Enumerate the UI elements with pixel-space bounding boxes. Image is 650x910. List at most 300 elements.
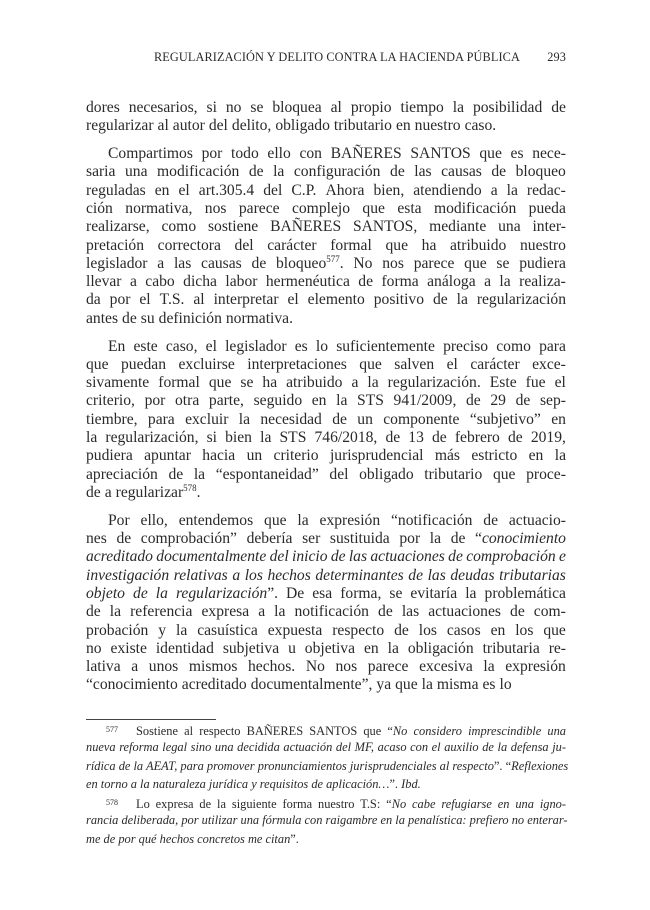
word: [86, 603, 101, 621]
word: [359, 356, 382, 374]
word: [299, 145, 322, 163]
word: [475, 530, 566, 548]
text-segment: necesarios,: [128, 99, 198, 116]
word: [315, 567, 403, 585]
text-line: [86, 447, 566, 465]
word: [141, 310, 155, 328]
text-line: [86, 622, 566, 640]
text-segment: de: [432, 291, 448, 309]
footnote-line: [86, 740, 566, 758]
text-segment: Lo expresa de la siguiente forma nuestro T.S: “: [136, 797, 392, 812]
word: [479, 145, 502, 163]
text-segment: regularización: [476, 291, 566, 309]
text-segment: “subjetivo”: [469, 410, 541, 428]
word: [258, 603, 265, 621]
word: [86, 447, 133, 465]
word: [484, 273, 491, 291]
text-segment: “espontaneidad”: [215, 465, 319, 483]
text-segment: legislador: [86, 254, 148, 272]
text-segment: ha: [421, 236, 437, 254]
text-segment: hermenéutica: [265, 273, 350, 291]
text-segment: ción: [86, 199, 113, 217]
text-segment: realiza-: [519, 273, 566, 291]
text-segment: la: [193, 465, 206, 483]
word: [216, 466, 319, 484]
text-segment: necesidad: [260, 410, 322, 428]
text-segment: se: [389, 584, 403, 602]
text-segment: labor: [225, 273, 258, 291]
word: [264, 512, 287, 530]
text-segment: obligado: [359, 465, 414, 483]
text-segment: lo: [499, 676, 512, 694]
word: [531, 429, 566, 447]
word: [419, 622, 437, 640]
text-segment: ”.: [267, 584, 279, 602]
text-segment: carácter: [267, 236, 317, 254]
text-segment: proce-: [526, 465, 566, 483]
word: [516, 392, 531, 410]
text-segment: notificación: [294, 603, 369, 621]
text-segment: parece: [413, 254, 455, 272]
word: [331, 99, 342, 117]
word: [202, 145, 223, 163]
text-line: [86, 200, 566, 218]
word: [394, 392, 457, 410]
text-segment: acreditado: [86, 548, 153, 566]
text-segment: la: [176, 621, 188, 639]
word: [110, 291, 131, 309]
word: [491, 163, 506, 181]
word: [430, 530, 441, 548]
word: [247, 356, 347, 374]
word: [370, 548, 444, 566]
text-segment: los: [244, 566, 263, 584]
word: [376, 676, 391, 694]
text-segment: parte,: [208, 392, 244, 410]
text-segment: del: [263, 181, 283, 199]
word: [288, 640, 296, 658]
word: [116, 530, 131, 548]
text-segment: caso,: [165, 337, 198, 355]
word: [157, 163, 239, 181]
text-segment: atendiendo: [413, 181, 482, 199]
word: [240, 374, 253, 392]
text-segment: 13: [408, 429, 424, 447]
word: [86, 676, 178, 694]
text-segment: dicha: [183, 273, 217, 291]
word: [357, 392, 384, 410]
text-segment: relativas: [173, 566, 228, 584]
word: [316, 338, 328, 356]
text-segment: “: [475, 530, 482, 548]
word: [464, 255, 487, 273]
text-segment: probación: [86, 621, 149, 639]
text-segment: se: [496, 254, 510, 272]
word: [179, 512, 253, 530]
word: [532, 356, 566, 374]
text-segment: por: [201, 145, 223, 163]
text-segment: de: [390, 163, 405, 181]
word: [225, 338, 287, 356]
word: [334, 117, 392, 135]
word: [86, 374, 149, 392]
text-segment: la: [421, 676, 433, 694]
text-segment: en: [311, 392, 327, 410]
word: [247, 447, 263, 465]
text-segment: febrero: [454, 429, 500, 447]
word: [331, 145, 402, 163]
text-segment: de: [251, 254, 267, 272]
word: [402, 603, 419, 621]
word: [330, 530, 390, 548]
text-segment: com-: [533, 603, 566, 621]
text-segment: realizarse,: [86, 218, 150, 236]
text-segment: expresión: [319, 511, 381, 529]
text-segment: .: [339, 254, 344, 272]
text-segment: la: [387, 639, 399, 657]
body-text: [86, 99, 566, 704]
text-segment: una: [124, 163, 148, 181]
text-segment: de: [133, 584, 148, 602]
text-segment: 941/2009,: [393, 392, 457, 410]
word: [397, 200, 421, 218]
text-line: [86, 530, 566, 548]
text-segment: del: [269, 548, 289, 566]
text-segment: un: [357, 410, 373, 428]
footnote-line: [86, 813, 566, 831]
text-line: [86, 310, 566, 328]
text-segment: documentalmente: [156, 548, 267, 566]
text-segment: documentalmente”,: [250, 676, 373, 694]
word: [381, 273, 418, 291]
text-segment: posibilidad: [472, 99, 543, 116]
text-segment: de: [358, 273, 374, 291]
text-segment: C.P.: [291, 181, 317, 199]
text-segment: “notificación: [391, 511, 473, 529]
text-segment: tiembre,: [86, 410, 138, 428]
text-line: [86, 182, 566, 200]
text-segment: regularizar: [115, 483, 184, 501]
text-segment: lativa: [86, 658, 121, 676]
text-segment: de: [510, 603, 525, 621]
text-line: [86, 392, 566, 410]
word: [86, 255, 148, 273]
word: [390, 163, 405, 181]
footnote-line: [86, 832, 566, 850]
word: [226, 99, 242, 117]
text-segment: rídica de la AEAT, para promover pronunciamientos jurisprudenciales al respecto: [86, 758, 494, 773]
paragraph: [86, 338, 566, 503]
word: [415, 117, 461, 135]
word: [396, 117, 411, 135]
text-segment: pretación: [86, 236, 145, 254]
text-segment: criterio,: [86, 392, 135, 410]
text-segment: nos: [204, 199, 227, 217]
text-segment: la: [483, 658, 495, 676]
footnotes: [86, 722, 569, 850]
word: [291, 182, 316, 200]
text-segment: que: [492, 465, 516, 483]
word: [555, 374, 566, 392]
word: [534, 603, 566, 621]
word: [158, 374, 200, 392]
word: [266, 273, 350, 291]
word: [432, 429, 447, 447]
word: [286, 585, 304, 603]
word: [86, 585, 125, 603]
word: [174, 255, 191, 273]
paragraph: [86, 512, 566, 695]
word: [329, 466, 348, 484]
word: [477, 291, 566, 309]
word: [86, 200, 113, 218]
text-segment: ya: [376, 676, 392, 694]
footnote-line: [86, 777, 566, 795]
text-segment: configuración: [293, 163, 381, 181]
text-segment: suficientemente: [336, 337, 435, 355]
text-segment: la: [273, 163, 285, 181]
text-segment: hechos: [267, 566, 311, 584]
text-segment: la: [155, 584, 168, 602]
text-segment: sep-: [539, 392, 566, 410]
text-segment: bien: [225, 429, 252, 447]
word: [437, 676, 479, 694]
text-segment: propio: [350, 99, 392, 116]
text-segment: un: [246, 447, 263, 465]
word: [490, 374, 517, 392]
text-segment: en: [528, 447, 544, 465]
word: [500, 676, 512, 694]
word: [178, 356, 234, 374]
word: [252, 255, 267, 273]
word: [374, 291, 424, 309]
text-segment: que: [385, 236, 408, 254]
text-segment: investigación: [86, 566, 170, 584]
word: [466, 548, 556, 566]
word: [86, 310, 118, 328]
word: [330, 447, 424, 465]
word: [483, 658, 494, 676]
word: [302, 530, 320, 548]
text-segment: delito,: [231, 117, 272, 135]
word: [276, 255, 344, 273]
word: [208, 218, 258, 236]
word: [335, 658, 357, 676]
text-segment: sivamente: [86, 374, 150, 392]
text-segment: otra: [175, 392, 200, 410]
word: [159, 310, 222, 328]
word: [209, 392, 244, 410]
text-segment: No considero imprescindible una: [392, 724, 566, 738]
word: [202, 603, 250, 621]
text-segment: conocimiento: [481, 530, 566, 548]
text-segment: atribuido: [286, 374, 343, 392]
word: [174, 567, 228, 585]
word: [133, 338, 157, 356]
word: [410, 585, 457, 603]
text-segment: objeto: [86, 584, 125, 602]
word: [156, 640, 214, 658]
text-segment: cabo: [145, 273, 175, 291]
word: [247, 530, 293, 548]
word: [260, 429, 271, 447]
text-segment: elemento: [307, 291, 365, 309]
word: [207, 99, 217, 117]
footnote-reference[interactable]: 577: [326, 253, 340, 264]
word: [368, 658, 409, 676]
text-segment: nuestro: [414, 117, 461, 135]
text-segment: dores: [86, 99, 120, 116]
word: [325, 182, 364, 200]
word: [207, 429, 217, 447]
word: [155, 182, 170, 200]
text-line: [86, 411, 566, 429]
text-segment: causas: [201, 254, 242, 272]
word: [515, 622, 533, 640]
word: [443, 338, 488, 356]
text-segment: tributario: [424, 465, 483, 483]
word: [267, 567, 310, 585]
text-segment: no: [225, 99, 242, 116]
word: [511, 145, 524, 163]
text-segment: a: [232, 566, 241, 584]
text-segment: mediante: [429, 218, 487, 236]
word: [267, 237, 316, 255]
text-segment: la: [465, 584, 477, 602]
word: [86, 622, 148, 640]
word: [555, 447, 566, 465]
word: [189, 658, 238, 676]
word: [86, 182, 146, 200]
text-line: [86, 640, 566, 658]
word: [108, 145, 193, 163]
word: [428, 567, 446, 585]
word: [268, 622, 323, 640]
word: [450, 567, 494, 585]
word: [414, 255, 455, 273]
text-segment: nes: [86, 530, 107, 548]
word: [144, 447, 191, 465]
text-segment: de: [330, 548, 346, 566]
text-segment: SANTOS: [410, 145, 471, 163]
text-segment: regularización.: [387, 374, 481, 392]
word: [496, 255, 509, 273]
text-segment: expuesta: [267, 621, 323, 639]
text-segment: casos: [446, 621, 481, 639]
text-line: [86, 356, 566, 374]
text-segment: a: [351, 374, 359, 392]
text-segment: de: [432, 429, 447, 447]
word: [471, 447, 517, 465]
word: [156, 585, 168, 603]
word: [130, 273, 137, 291]
word: [451, 530, 466, 548]
text-segment: excluir: [185, 410, 229, 428]
text-segment: en: [363, 639, 379, 657]
text-segment: las: [173, 254, 192, 272]
text-segment: al: [193, 291, 205, 309]
word: [105, 484, 112, 502]
text-segment: ”.: [290, 831, 299, 846]
word: [532, 218, 565, 236]
word: [122, 310, 137, 328]
word: [529, 447, 544, 465]
word: [400, 99, 443, 117]
text-segment: la: [456, 291, 468, 309]
text-segment: bien,: [373, 181, 405, 199]
text-segment: esa: [312, 584, 333, 602]
word: [505, 658, 566, 676]
text-segment: por: [109, 291, 131, 309]
text-segment: misma: [436, 676, 479, 694]
word: [549, 640, 566, 658]
word: [408, 640, 474, 658]
word: [182, 676, 247, 694]
word: [267, 145, 290, 163]
word: [86, 466, 158, 484]
text-segment: No: [305, 658, 325, 676]
text-line: [86, 374, 566, 392]
text-segment: que: [362, 199, 385, 217]
text-segment: Ahora: [325, 181, 365, 199]
text-segment: obligado: [275, 117, 330, 135]
word: [359, 466, 414, 484]
text-segment: de: [378, 603, 393, 621]
text-segment: me de por qué hechos concretos me citan: [86, 831, 291, 846]
word: [483, 512, 498, 530]
text-segment: en: [490, 621, 506, 639]
text-segment: en: [395, 117, 411, 135]
text-segment: tiempo: [400, 99, 444, 116]
word: [239, 411, 250, 429]
text-segment: pudiera: [519, 254, 566, 272]
footnote-reference[interactable]: 578: [183, 482, 197, 493]
text-segment: parece: [367, 658, 409, 676]
word: [543, 622, 566, 640]
word: [428, 603, 501, 621]
word: [275, 117, 330, 135]
text-segment: nuestro: [519, 236, 566, 254]
word: [485, 585, 566, 603]
text-segment: No cabe refugiarse en una igno-: [391, 797, 567, 812]
text-segment: su: [140, 309, 155, 327]
word: [141, 530, 237, 548]
text-segment: este: [133, 337, 158, 355]
text-segment: inter-: [532, 218, 566, 236]
text-segment: interpretaciones: [247, 355, 347, 373]
footnote-divider: [86, 719, 216, 720]
text-segment: sustituida: [329, 530, 390, 548]
text-segment: subjetiva: [222, 639, 280, 657]
text-segment: el: [139, 291, 151, 309]
text-segment: existe: [110, 639, 147, 657]
text-segment: ser: [302, 530, 321, 548]
text-segment: STS: [279, 429, 307, 447]
word: [320, 512, 381, 530]
word: [419, 658, 473, 676]
text-segment: debería: [246, 530, 293, 548]
word: [466, 392, 481, 410]
word: [262, 374, 277, 392]
text-segment: complejo: [291, 199, 350, 217]
text-segment: atribuido: [450, 236, 507, 254]
word: [453, 99, 464, 117]
word: [551, 99, 566, 117]
text-segment: de: [86, 483, 101, 501]
word: [121, 356, 166, 374]
text-segment: preciso: [443, 337, 489, 355]
word: [86, 237, 144, 255]
